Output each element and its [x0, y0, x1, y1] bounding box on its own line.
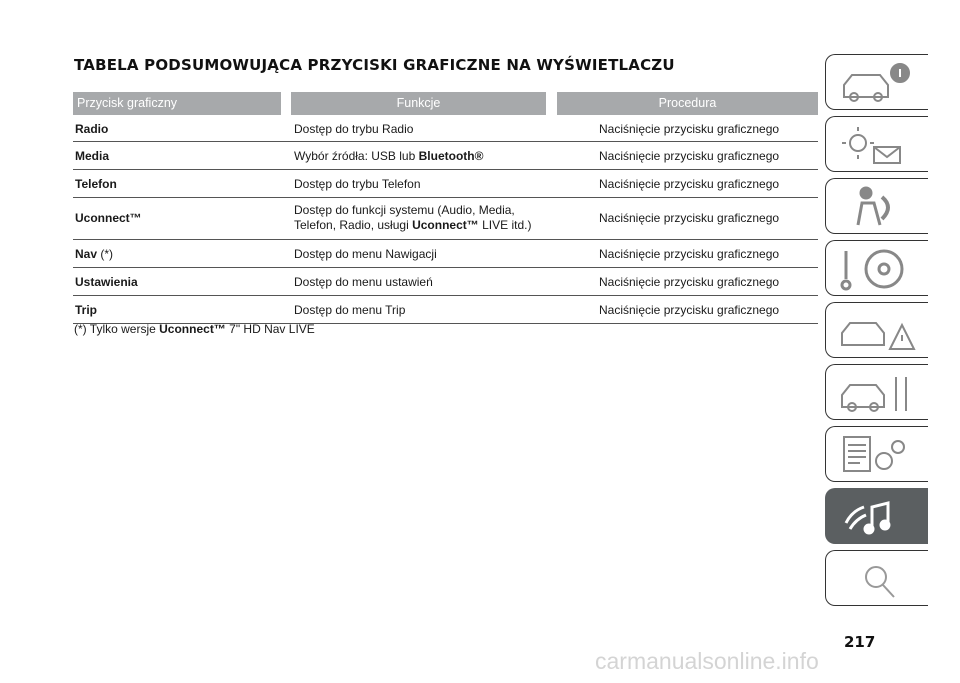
button-name: Media: [75, 149, 110, 163]
page-number: 217: [844, 633, 876, 651]
car-maintenance-icon: [836, 369, 920, 417]
car-breakdown-icon: [836, 307, 920, 355]
page-title: TABELA PODSUMOWUJĄCA PRZYCISKI GRAFICZNE NA WYŚWIETLACZU: [74, 56, 675, 74]
button-name: Trip: [75, 303, 98, 317]
function-text: Wybór źródła: USB lub Bluetooth®: [294, 149, 484, 163]
multimedia-icon: [836, 493, 920, 541]
function-bold: Uconnect™: [412, 218, 479, 232]
airbag-seat-icon: [836, 183, 920, 231]
procedure-text: Naciśnięcie przycisku graficznego: [599, 275, 780, 289]
function-text: Dostęp do trybu Radio: [294, 122, 414, 136]
header-procedure: Procedura: [557, 92, 818, 115]
header-functions: Funkcje: [291, 92, 546, 115]
technical-data-icon: [836, 431, 920, 479]
table-row: [73, 142, 818, 170]
tab-safety[interactable]: [825, 178, 928, 234]
tab-technical-data[interactable]: [825, 426, 928, 482]
button-note: (*): [97, 247, 114, 261]
table-row: [73, 170, 818, 198]
procedure-text: Naciśnięcie przycisku graficznego: [599, 149, 780, 163]
table-row: [73, 198, 818, 240]
car-info-icon: [836, 59, 920, 107]
button-name: Radio: [75, 122, 109, 136]
procedure-text: Naciśnięcie przycisku graficznego: [599, 247, 780, 261]
table-body: [73, 115, 818, 324]
button-name: Nav: [75, 247, 98, 261]
alphabetical-index-icon: [836, 555, 920, 603]
key-steering-wheel-icon: [836, 245, 920, 293]
tab-index[interactable]: [825, 550, 928, 606]
tab-maintenance[interactable]: [825, 364, 928, 420]
table-row: [73, 115, 818, 142]
table-header: [73, 92, 818, 115]
table-row: [73, 268, 818, 296]
function-text: Dostęp do menu Trip: [294, 303, 406, 317]
procedure-text: Naciśnięcie przycisku graficznego: [599, 303, 780, 317]
footnote: (*) Tylko wersje Uconnect™ 7" HD Nav LIVE: [74, 322, 315, 336]
function-text: Dostęp do menu ustawień: [294, 275, 433, 289]
table-row: [73, 240, 818, 268]
procedure-text: Naciśnięcie przycisku graficznego: [599, 211, 780, 225]
procedure-text: Naciśnięcie przycisku graficznego: [599, 122, 780, 136]
tab-emergency[interactable]: [825, 302, 928, 358]
tab-warning-lights[interactable]: [825, 116, 928, 172]
watermark: carmanualsonline.info: [595, 648, 819, 674]
table-row: [73, 296, 818, 324]
procedure-text: Naciśnięcie przycisku graficznego: [599, 177, 780, 191]
button-name: Ustawienia: [75, 275, 138, 289]
function-text: Dostęp do trybu Telefon: [294, 177, 421, 191]
function-bold: Bluetooth®: [418, 149, 484, 163]
button-name: Uconnect™: [75, 211, 142, 225]
warning-lights-icon: [836, 121, 920, 169]
tab-multimedia[interactable]: [825, 488, 928, 544]
function-text: Dostęp do funkcji systemu (Audio, Media, Telefon, Radio, usługi Uconnect™ LIVE itd.): [294, 203, 532, 232]
button-name: Telefon: [75, 177, 117, 191]
tab-car-info[interactable]: [825, 54, 928, 110]
header-button: Przycisk graficzny: [73, 92, 281, 115]
tab-starting-driving[interactable]: [825, 240, 928, 296]
function-text: Dostęp do menu Nawigacji: [294, 247, 437, 261]
